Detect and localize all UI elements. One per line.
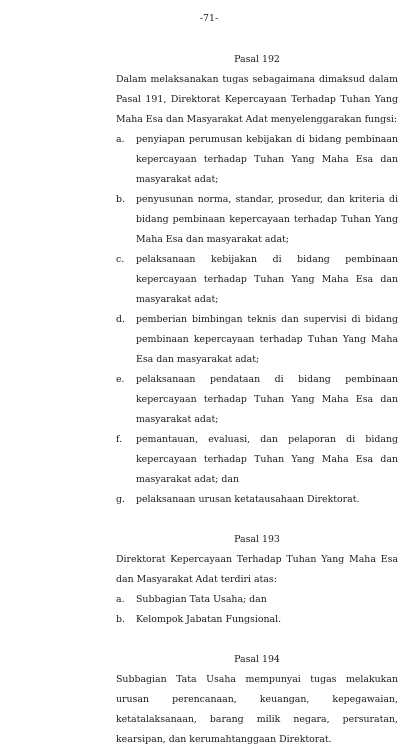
list-item bbox=[116, 310, 398, 370]
list-item bbox=[116, 130, 398, 190]
list-item-text: pelaksanaan pendataan di bidang pembinaan kepercayaan terhadap Tuhan Yang Maha Esa dan masyarakat adat; bbox=[136, 374, 398, 425]
list-item-text: pelaksanaan urusan ketatausahaan Direktorat. bbox=[136, 494, 360, 505]
page-content bbox=[116, 50, 398, 750]
section-heading: Pasal 193 bbox=[234, 534, 280, 545]
list-marker: c. bbox=[116, 254, 125, 265]
list-item-text: pelaksanaan kebijakan di bidang pembinaan kepercayaan terhadap Tuhan Yang Maha Esa dan masyarakat adat; bbox=[136, 254, 398, 305]
list-item-text: Subbagian Tata Usaha; dan bbox=[136, 594, 267, 605]
list-item bbox=[116, 610, 398, 630]
section-heading: Pasal 194 bbox=[234, 654, 280, 665]
list-item bbox=[116, 190, 398, 250]
list-item bbox=[116, 590, 398, 610]
list-item-text: pemberian bimbingan teknis dan supervisi di bidang pembinaan kepercayaan terhadap Tuhan Yang Maha Esa dan masyarakat adat; bbox=[136, 314, 398, 365]
list-item bbox=[116, 430, 398, 490]
list-marker: f. bbox=[116, 434, 123, 445]
list-item-text: penyusunan norma, standar, prosedur, dan kriteria di bidang pembinaan kepercayaan terhadap Tuhan Yang Maha Esa dan masyarakat adat; bbox=[136, 194, 398, 245]
section-pasal-193 bbox=[116, 530, 398, 630]
section-heading: Pasal 192 bbox=[234, 54, 280, 65]
section-intro: Dalam melaksanakan tugas sebagaimana dimaksud dalam Pasal 191, Direktorat Kepercayaan Terhadap Tuhan Yang Maha Esa dan Masyarakat Adat menyelenggarakan fungsi: bbox=[116, 74, 398, 125]
list-marker: b. bbox=[116, 194, 125, 205]
section-spacer bbox=[116, 510, 398, 530]
list-marker: e. bbox=[116, 374, 125, 385]
list-item bbox=[116, 250, 398, 310]
section-intro: Subbagian Tata Usaha mempunyai tugas melakukan urusan perencanaan, keuangan, kepegawaian, ketatalaksanaan, barang milik negara, persuratan, kearsipan, dan kerumahtanggaan Direktorat. bbox=[116, 674, 398, 745]
list-marker: a. bbox=[116, 594, 125, 605]
list-marker: g. bbox=[116, 494, 125, 505]
list-item bbox=[116, 370, 398, 430]
list-marker: b. bbox=[116, 614, 125, 625]
section-intro: Direktorat Kepercayaan Terhadap Tuhan Yang Maha Esa dan Masyarakat Adat terdiri atas: bbox=[116, 554, 398, 585]
section-pasal-192 bbox=[116, 50, 398, 510]
list-item bbox=[116, 490, 398, 510]
section-spacer bbox=[116, 630, 398, 650]
list-marker: d. bbox=[116, 314, 125, 325]
page-number: -71- bbox=[199, 13, 219, 24]
list-item-text: penyiapan perumusan kebijakan di bidang pembinaan kepercayaan terhadap Tuhan Yang Maha Esa dan masyarakat adat; bbox=[136, 134, 398, 185]
list-item-text: pemantauan, evaluasi, dan pelaporan di bidang kepercayaan terhadap Tuhan Yang Maha Esa dan masyarakat adat; dan bbox=[136, 434, 398, 485]
list-marker: a. bbox=[116, 134, 125, 145]
list-item-text: Kelompok Jabatan Fungsional. bbox=[136, 614, 282, 625]
section-pasal-194 bbox=[116, 650, 398, 750]
